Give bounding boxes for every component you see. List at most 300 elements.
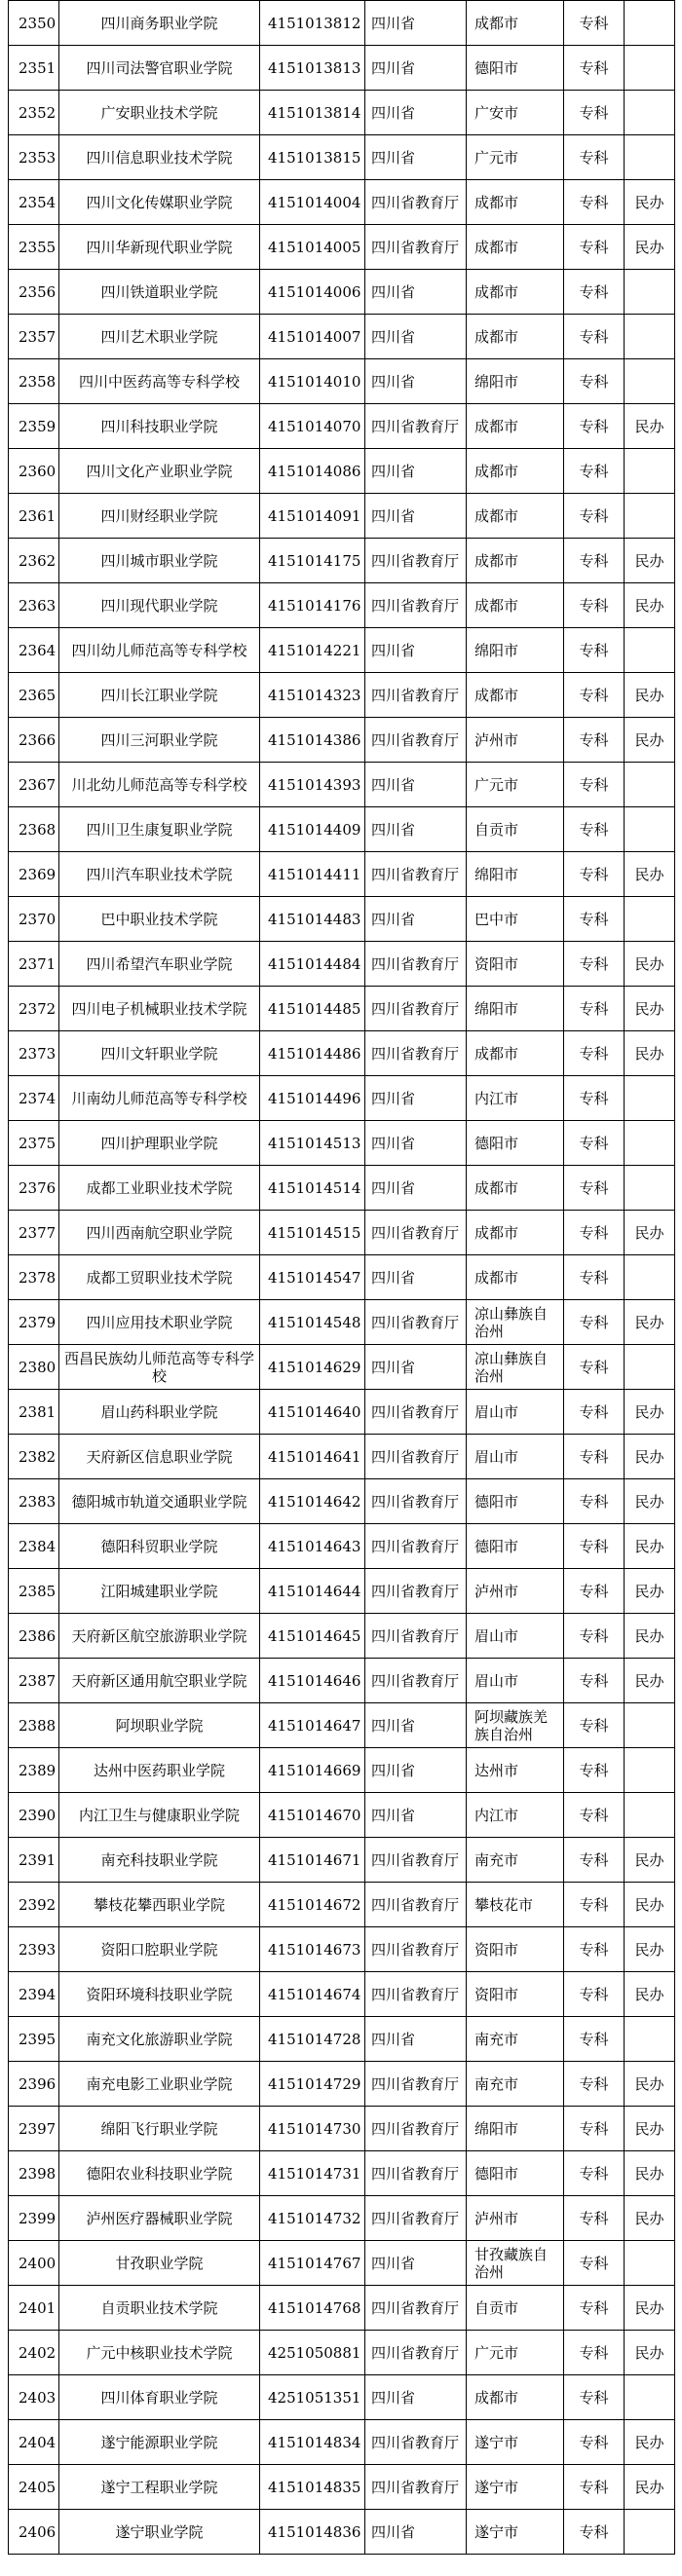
school-name: 达州中医药职业学院 bbox=[59, 1748, 260, 1793]
school-name: 广元中核职业技术学院 bbox=[59, 2331, 260, 2375]
remark bbox=[625, 2241, 675, 2286]
remark bbox=[625, 135, 675, 180]
location: 眉山市 bbox=[467, 1614, 564, 1659]
row-number: 2377 bbox=[9, 1211, 59, 1255]
table-row bbox=[9, 718, 675, 763]
school-name: 四川信息职业技术学院 bbox=[59, 135, 260, 180]
education-level: 专科 bbox=[564, 987, 625, 1031]
location: 自贡市 bbox=[467, 807, 564, 852]
school-code: 4151014496 bbox=[260, 1076, 365, 1121]
location: 成都市 bbox=[467, 583, 564, 628]
row-number: 2372 bbox=[9, 987, 59, 1031]
school-code: 4151014669 bbox=[260, 1748, 365, 1793]
education-level: 专科 bbox=[564, 1703, 625, 1748]
location: 南充市 bbox=[467, 2017, 564, 2062]
location: 巴中市 bbox=[467, 897, 564, 942]
table-row bbox=[9, 1927, 675, 1972]
row-number: 2367 bbox=[9, 763, 59, 807]
row-number: 2351 bbox=[9, 46, 59, 91]
education-level: 专科 bbox=[564, 1211, 625, 1255]
location: 自贡市 bbox=[467, 2286, 564, 2331]
row-number: 2373 bbox=[9, 1031, 59, 1076]
row-number: 2403 bbox=[9, 2375, 59, 2420]
row-number: 2354 bbox=[9, 180, 59, 225]
school-name: 四川护理职业学院 bbox=[59, 1121, 260, 1166]
row-number: 2379 bbox=[9, 1300, 59, 1345]
education-level: 专科 bbox=[564, 1121, 625, 1166]
department: 四川省教育厅 bbox=[365, 1927, 467, 1972]
department: 四川省教育厅 bbox=[365, 1031, 467, 1076]
school-code: 4151014007 bbox=[260, 315, 365, 359]
school-code: 4151014483 bbox=[260, 897, 365, 942]
school-name: 四川艺术职业学院 bbox=[59, 315, 260, 359]
school-name: 四川电子机械职业技术学院 bbox=[59, 987, 260, 1031]
location: 资阳市 bbox=[467, 1972, 564, 2017]
table-row bbox=[9, 2420, 675, 2465]
remark: 民办 bbox=[625, 673, 675, 718]
location: 攀枝花市 bbox=[467, 1883, 564, 1927]
education-level: 专科 bbox=[564, 1390, 625, 1435]
department: 四川省 bbox=[365, 449, 467, 494]
location: 内江市 bbox=[467, 1076, 564, 1121]
school-code: 4251050881 bbox=[260, 2331, 365, 2375]
table-row bbox=[9, 1972, 675, 2017]
remark: 民办 bbox=[625, 1435, 675, 1479]
location: 德阳市 bbox=[467, 1479, 564, 1524]
school-code: 4151014729 bbox=[260, 2062, 365, 2107]
department: 四川省 bbox=[365, 270, 467, 315]
education-level: 专科 bbox=[564, 1659, 625, 1703]
department: 四川省 bbox=[365, 2017, 467, 2062]
department: 四川省教育厅 bbox=[365, 404, 467, 449]
education-level: 专科 bbox=[564, 91, 625, 135]
remark bbox=[625, 1748, 675, 1793]
education-level: 专科 bbox=[564, 807, 625, 852]
school-name: 攀枝花攀西职业学院 bbox=[59, 1883, 260, 1927]
remark: 民办 bbox=[625, 2062, 675, 2107]
row-number: 2378 bbox=[9, 1255, 59, 1300]
location: 德阳市 bbox=[467, 46, 564, 91]
school-code: 4151014486 bbox=[260, 1031, 365, 1076]
row-number: 2402 bbox=[9, 2331, 59, 2375]
remark: 民办 bbox=[625, 2196, 675, 2241]
row-number: 2368 bbox=[9, 807, 59, 852]
education-level: 专科 bbox=[564, 494, 625, 539]
remark: 民办 bbox=[625, 225, 675, 270]
education-level: 专科 bbox=[564, 180, 625, 225]
location: 凉山彝族自治州 bbox=[467, 1345, 564, 1390]
education-level: 专科 bbox=[564, 897, 625, 942]
school-name: 眉山药科职业学院 bbox=[59, 1390, 260, 1435]
school-name: 遂宁职业学院 bbox=[59, 2510, 260, 2555]
location: 成都市 bbox=[467, 494, 564, 539]
education-level: 专科 bbox=[564, 1435, 625, 1479]
row-number: 2386 bbox=[9, 1614, 59, 1659]
school-table bbox=[8, 0, 675, 2555]
department: 四川省 bbox=[365, 1793, 467, 1838]
row-number: 2376 bbox=[9, 1166, 59, 1211]
table-row bbox=[9, 46, 675, 91]
remark: 民办 bbox=[625, 942, 675, 987]
table-row bbox=[9, 2286, 675, 2331]
department: 四川省 bbox=[365, 359, 467, 404]
school-code: 4151014221 bbox=[260, 628, 365, 673]
location: 广元市 bbox=[467, 2331, 564, 2375]
department: 四川省 bbox=[365, 1076, 467, 1121]
location: 广元市 bbox=[467, 135, 564, 180]
education-level: 专科 bbox=[564, 2241, 625, 2286]
location: 内江市 bbox=[467, 1793, 564, 1838]
location: 德阳市 bbox=[467, 1121, 564, 1166]
school-code: 4151013814 bbox=[260, 91, 365, 135]
remark bbox=[625, 1121, 675, 1166]
school-name: 内江卫生与健康职业学院 bbox=[59, 1793, 260, 1838]
education-level: 专科 bbox=[564, 1524, 625, 1569]
department: 四川省教育厅 bbox=[365, 2196, 467, 2241]
row-number: 2366 bbox=[9, 718, 59, 763]
location: 成都市 bbox=[467, 449, 564, 494]
row-number: 2363 bbox=[9, 583, 59, 628]
school-name: 四川商务职业学院 bbox=[59, 1, 260, 46]
row-number: 2384 bbox=[9, 1524, 59, 1569]
school-name: 西昌民族幼儿师范高等专科学校 bbox=[59, 1345, 260, 1390]
row-number: 2391 bbox=[9, 1838, 59, 1883]
education-level: 专科 bbox=[564, 539, 625, 583]
school-code: 4151014732 bbox=[260, 2196, 365, 2241]
school-code: 4151014640 bbox=[260, 1390, 365, 1435]
school-name: 江阳城建职业学院 bbox=[59, 1569, 260, 1614]
table-row bbox=[9, 583, 675, 628]
education-level: 专科 bbox=[564, 2151, 625, 2196]
department: 四川省 bbox=[365, 315, 467, 359]
education-level: 专科 bbox=[564, 1883, 625, 1927]
school-code: 4251051351 bbox=[260, 2375, 365, 2420]
remark: 民办 bbox=[625, 1479, 675, 1524]
remark: 民办 bbox=[625, 1211, 675, 1255]
remark bbox=[625, 1, 675, 46]
table-row bbox=[9, 2062, 675, 2107]
school-name: 四川长江职业学院 bbox=[59, 673, 260, 718]
remark: 民办 bbox=[625, 1883, 675, 1927]
school-name: 天府新区通用航空职业学院 bbox=[59, 1659, 260, 1703]
location: 广安市 bbox=[467, 91, 564, 135]
school-name: 四川铁道职业学院 bbox=[59, 270, 260, 315]
table-row bbox=[9, 673, 675, 718]
department: 四川省教育厅 bbox=[365, 2151, 467, 2196]
location: 绵阳市 bbox=[467, 359, 564, 404]
table-row bbox=[9, 2017, 675, 2062]
location: 成都市 bbox=[467, 315, 564, 359]
school-name: 四川文轩职业学院 bbox=[59, 1031, 260, 1076]
row-number: 2358 bbox=[9, 359, 59, 404]
table-row bbox=[9, 225, 675, 270]
education-level: 专科 bbox=[564, 2375, 625, 2420]
school-code: 4151014731 bbox=[260, 2151, 365, 2196]
school-name: 遂宁工程职业学院 bbox=[59, 2465, 260, 2510]
table-row bbox=[9, 1031, 675, 1076]
remark: 民办 bbox=[625, 2465, 675, 2510]
education-level: 专科 bbox=[564, 2510, 625, 2555]
school-name: 遂宁能源职业学院 bbox=[59, 2420, 260, 2465]
row-number: 2383 bbox=[9, 1479, 59, 1524]
location: 南充市 bbox=[467, 2062, 564, 2107]
remark: 民办 bbox=[625, 180, 675, 225]
school-name: 资阳环境科技职业学院 bbox=[59, 1972, 260, 2017]
department: 四川省 bbox=[365, 1255, 467, 1300]
remark bbox=[625, 763, 675, 807]
school-code: 4151014323 bbox=[260, 673, 365, 718]
school-name: 四川城市职业学院 bbox=[59, 539, 260, 583]
school-name: 四川卫生康复职业学院 bbox=[59, 807, 260, 852]
education-level: 专科 bbox=[564, 1793, 625, 1838]
department: 四川省 bbox=[365, 1, 467, 46]
row-number: 2380 bbox=[9, 1345, 59, 1390]
row-number: 2393 bbox=[9, 1927, 59, 1972]
remark: 民办 bbox=[625, 2107, 675, 2151]
location: 成都市 bbox=[467, 2375, 564, 2420]
school-code: 4151013815 bbox=[260, 135, 365, 180]
education-level: 专科 bbox=[564, 1927, 625, 1972]
education-level: 专科 bbox=[564, 2196, 625, 2241]
department: 四川省 bbox=[365, 1345, 467, 1390]
school-code: 4151014629 bbox=[260, 1345, 365, 1390]
education-level: 专科 bbox=[564, 449, 625, 494]
table-row bbox=[9, 1838, 675, 1883]
school-code: 4151014091 bbox=[260, 494, 365, 539]
remark bbox=[625, 1076, 675, 1121]
remark: 民办 bbox=[625, 539, 675, 583]
department: 四川省教育厅 bbox=[365, 1838, 467, 1883]
location: 德阳市 bbox=[467, 2151, 564, 2196]
school-name: 四川幼儿师范高等专科学校 bbox=[59, 628, 260, 673]
school-code: 4151014834 bbox=[260, 2420, 365, 2465]
table-row bbox=[9, 1524, 675, 1569]
table-row bbox=[9, 807, 675, 852]
row-number: 2399 bbox=[9, 2196, 59, 2241]
school-code: 4151014086 bbox=[260, 449, 365, 494]
table-row bbox=[9, 1211, 675, 1255]
table-row bbox=[9, 1076, 675, 1121]
table-row bbox=[9, 1345, 675, 1390]
education-level: 专科 bbox=[564, 46, 625, 91]
location: 泸州市 bbox=[467, 2196, 564, 2241]
remark bbox=[625, 628, 675, 673]
department: 四川省 bbox=[365, 1121, 467, 1166]
table-row bbox=[9, 2241, 675, 2286]
education-level: 专科 bbox=[564, 1031, 625, 1076]
school-name: 广安职业技术学院 bbox=[59, 91, 260, 135]
table-row bbox=[9, 91, 675, 135]
row-number: 2389 bbox=[9, 1748, 59, 1793]
school-code: 4151014670 bbox=[260, 1793, 365, 1838]
department: 四川省教育厅 bbox=[365, 225, 467, 270]
remark bbox=[625, 494, 675, 539]
school-code: 4151014674 bbox=[260, 1972, 365, 2017]
row-number: 2355 bbox=[9, 225, 59, 270]
school-code: 4151014642 bbox=[260, 1479, 365, 1524]
school-name: 四川财经职业学院 bbox=[59, 494, 260, 539]
remark: 民办 bbox=[625, 1390, 675, 1435]
department: 四川省教育厅 bbox=[365, 1300, 467, 1345]
remark: 民办 bbox=[625, 1569, 675, 1614]
school-code: 4151014645 bbox=[260, 1614, 365, 1659]
remark bbox=[625, 1345, 675, 1390]
school-code: 4151014767 bbox=[260, 2241, 365, 2286]
department: 四川省教育厅 bbox=[365, 2062, 467, 2107]
school-name: 阿坝职业学院 bbox=[59, 1703, 260, 1748]
row-number: 2375 bbox=[9, 1121, 59, 1166]
education-level: 专科 bbox=[564, 359, 625, 404]
row-number: 2356 bbox=[9, 270, 59, 315]
remark: 民办 bbox=[625, 1031, 675, 1076]
table-row bbox=[9, 1, 675, 46]
department: 四川省教育厅 bbox=[365, 2286, 467, 2331]
remark: 民办 bbox=[625, 852, 675, 897]
department: 四川省教育厅 bbox=[365, 942, 467, 987]
school-code: 4151014671 bbox=[260, 1838, 365, 1883]
education-level: 专科 bbox=[564, 225, 625, 270]
school-code: 4151014547 bbox=[260, 1255, 365, 1300]
remark: 民办 bbox=[625, 1972, 675, 2017]
department: 四川省教育厅 bbox=[365, 1659, 467, 1703]
school-name: 四川汽车职业技术学院 bbox=[59, 852, 260, 897]
school-name: 天府新区信息职业学院 bbox=[59, 1435, 260, 1479]
school-code: 4151014176 bbox=[260, 583, 365, 628]
table-row bbox=[9, 2331, 675, 2375]
school-code: 4151014646 bbox=[260, 1659, 365, 1703]
location: 达州市 bbox=[467, 1748, 564, 1793]
school-code: 4151014485 bbox=[260, 987, 365, 1031]
school-name: 四川华新现代职业学院 bbox=[59, 225, 260, 270]
school-code: 4151013813 bbox=[260, 46, 365, 91]
education-level: 专科 bbox=[564, 1300, 625, 1345]
row-number: 2394 bbox=[9, 1972, 59, 2017]
table-row bbox=[9, 2375, 675, 2420]
school-code: 4151014836 bbox=[260, 2510, 365, 2555]
row-number: 2359 bbox=[9, 404, 59, 449]
department: 四川省教育厅 bbox=[365, 1883, 467, 1927]
row-number: 2387 bbox=[9, 1659, 59, 1703]
education-level: 专科 bbox=[564, 942, 625, 987]
education-level: 专科 bbox=[564, 1076, 625, 1121]
education-level: 专科 bbox=[564, 2107, 625, 2151]
school-code: 4151014835 bbox=[260, 2465, 365, 2510]
remark bbox=[625, 1703, 675, 1748]
table-row bbox=[9, 315, 675, 359]
department: 四川省教育厅 bbox=[365, 1479, 467, 1524]
education-level: 专科 bbox=[564, 852, 625, 897]
location: 南充市 bbox=[467, 1838, 564, 1883]
department: 四川省 bbox=[365, 807, 467, 852]
remark bbox=[625, 46, 675, 91]
table-row bbox=[9, 135, 675, 180]
location: 眉山市 bbox=[467, 1659, 564, 1703]
school-name: 成都工业职业技术学院 bbox=[59, 1166, 260, 1211]
location: 德阳市 bbox=[467, 1524, 564, 1569]
department: 四川省教育厅 bbox=[365, 2420, 467, 2465]
location: 成都市 bbox=[467, 1255, 564, 1300]
school-code: 4151014768 bbox=[260, 2286, 365, 2331]
school-name: 四川科技职业学院 bbox=[59, 404, 260, 449]
school-name: 绵阳飞行职业学院 bbox=[59, 2107, 260, 2151]
remark: 民办 bbox=[625, 1838, 675, 1883]
row-number: 2357 bbox=[9, 315, 59, 359]
location: 甘孜藏族自治州 bbox=[467, 2241, 564, 2286]
table-row bbox=[9, 359, 675, 404]
row-number: 2385 bbox=[9, 1569, 59, 1614]
location: 遂宁市 bbox=[467, 2510, 564, 2555]
row-number: 2369 bbox=[9, 852, 59, 897]
table-row bbox=[9, 1479, 675, 1524]
department: 四川省教育厅 bbox=[365, 673, 467, 718]
remark: 民办 bbox=[625, 1300, 675, 1345]
department: 四川省 bbox=[365, 2241, 467, 2286]
department: 四川省 bbox=[365, 1166, 467, 1211]
education-level: 专科 bbox=[564, 1614, 625, 1659]
education-level: 专科 bbox=[564, 628, 625, 673]
remark bbox=[625, 449, 675, 494]
table-row bbox=[9, 1748, 675, 1793]
row-number: 2365 bbox=[9, 673, 59, 718]
education-level: 专科 bbox=[564, 2420, 625, 2465]
row-number: 2401 bbox=[9, 2286, 59, 2331]
school-name: 成都工贸职业技术学院 bbox=[59, 1255, 260, 1300]
education-level: 专科 bbox=[564, 1569, 625, 1614]
department: 四川省教育厅 bbox=[365, 718, 467, 763]
table-row bbox=[9, 2107, 675, 2151]
location: 绵阳市 bbox=[467, 852, 564, 897]
school-code: 4151014548 bbox=[260, 1300, 365, 1345]
department: 四川省教育厅 bbox=[365, 539, 467, 583]
school-name: 南充电影工业职业学院 bbox=[59, 2062, 260, 2107]
row-number: 2406 bbox=[9, 2510, 59, 2555]
table-row bbox=[9, 1166, 675, 1211]
education-level: 专科 bbox=[564, 1, 625, 46]
location: 资阳市 bbox=[467, 1927, 564, 1972]
school-code: 4151014070 bbox=[260, 404, 365, 449]
education-level: 专科 bbox=[564, 2286, 625, 2331]
location: 成都市 bbox=[467, 539, 564, 583]
location: 阿坝藏族羌族自治州 bbox=[467, 1703, 564, 1748]
row-number: 2370 bbox=[9, 897, 59, 942]
table-row bbox=[9, 2465, 675, 2510]
school-code: 4151014673 bbox=[260, 1927, 365, 1972]
school-name: 川北幼儿师范高等专科学校 bbox=[59, 763, 260, 807]
school-code: 4151014647 bbox=[260, 1703, 365, 1748]
row-number: 2374 bbox=[9, 1076, 59, 1121]
row-number: 2353 bbox=[9, 135, 59, 180]
education-level: 专科 bbox=[564, 135, 625, 180]
department: 四川省教育厅 bbox=[365, 1972, 467, 2017]
table-row bbox=[9, 2510, 675, 2555]
table-row bbox=[9, 1659, 675, 1703]
row-number: 2352 bbox=[9, 91, 59, 135]
table-row bbox=[9, 1255, 675, 1300]
row-number: 2390 bbox=[9, 1793, 59, 1838]
table-row bbox=[9, 180, 675, 225]
education-level: 专科 bbox=[564, 2331, 625, 2375]
education-level: 专科 bbox=[564, 1255, 625, 1300]
education-level: 专科 bbox=[564, 2062, 625, 2107]
remark: 民办 bbox=[625, 2331, 675, 2375]
school-code: 4151014484 bbox=[260, 942, 365, 987]
department: 四川省 bbox=[365, 2375, 467, 2420]
remark: 民办 bbox=[625, 718, 675, 763]
department: 四川省 bbox=[365, 897, 467, 942]
table-body bbox=[9, 1, 675, 2555]
remark: 民办 bbox=[625, 583, 675, 628]
school-code: 4151014515 bbox=[260, 1211, 365, 1255]
